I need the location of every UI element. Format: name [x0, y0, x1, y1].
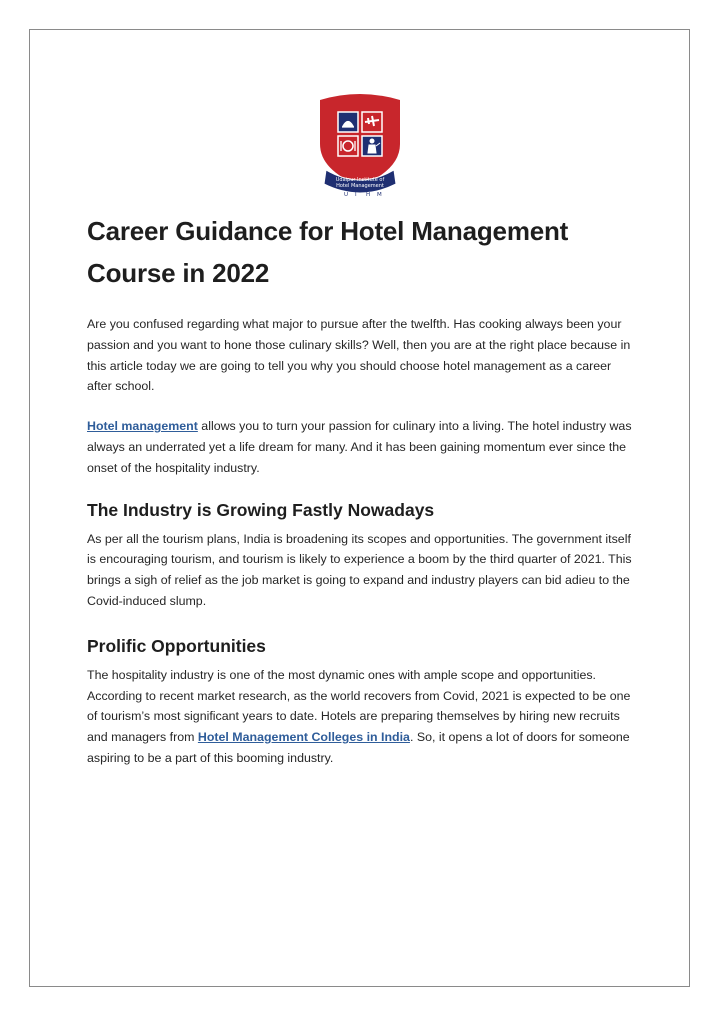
hotel-management-link[interactable]: Hotel management	[87, 419, 198, 434]
logo-letter: U	[344, 192, 349, 198]
paragraph-text: The hospitality industry is one of the most dynamic ones with ample scope and opportunities. According to recent market research, as the world recovers from Covid, 2021 is expected to be one of tourism’s most significant years to date. Hotels are preparing themselves by hiring new recruits and managers from	[87, 667, 631, 745]
crest-icon	[316, 90, 404, 198]
industry-paragraph: As per all the tourism plans, India is broadening its scopes and opportunities. The government itself is encouraging tourism, and tourism is likely to experience a boom by the third quarter of 2021. This brings a sigh of relief as the job market is going to expand and industry players can bid adieu to the Covid-induced slump.	[87, 531, 632, 608]
logo-text: Udaipur Institute of	[335, 177, 385, 183]
logo-text: Hotel Management	[336, 183, 384, 189]
section-heading-industry: The Industry is Growing Fastly Nowadays	[87, 499, 435, 520]
logo-letter: H	[366, 192, 371, 198]
page-title: Career Guidance for Hotel Management Course in 2022	[87, 216, 569, 288]
opportunities-paragraph	[87, 665, 635, 769]
intro-paragraph: Are you confused regarding what major to pursue after the twelfth. Has cooking always been your passion and you want to hone those culinary skills? Well, then you are at the right place because in this article today we are going to tell you why you should choose hotel management as a career after school.	[87, 317, 631, 394]
logo-letter: M	[377, 192, 382, 198]
uihm-crest-logo	[316, 90, 404, 198]
document-body	[87, 210, 635, 769]
hotel-management-paragraph	[87, 416, 635, 478]
paragraph-text: . So, it opens a lot of doors for someone aspiring to be a part of this booming industry.	[87, 730, 630, 765]
paragraph-text: allows you to turn your passion for culinary into a living. The hotel industry was always an underrated yet a life dream for many. And it has been gaining momentum ever since the onset of the hospitality industry.	[87, 419, 632, 475]
section-heading-opportunities: Prolific Opportunities	[87, 635, 266, 656]
logo-letter: I	[355, 192, 357, 198]
hotel-management-colleges-link[interactable]: Hotel Management Colleges in India	[197, 730, 410, 745]
